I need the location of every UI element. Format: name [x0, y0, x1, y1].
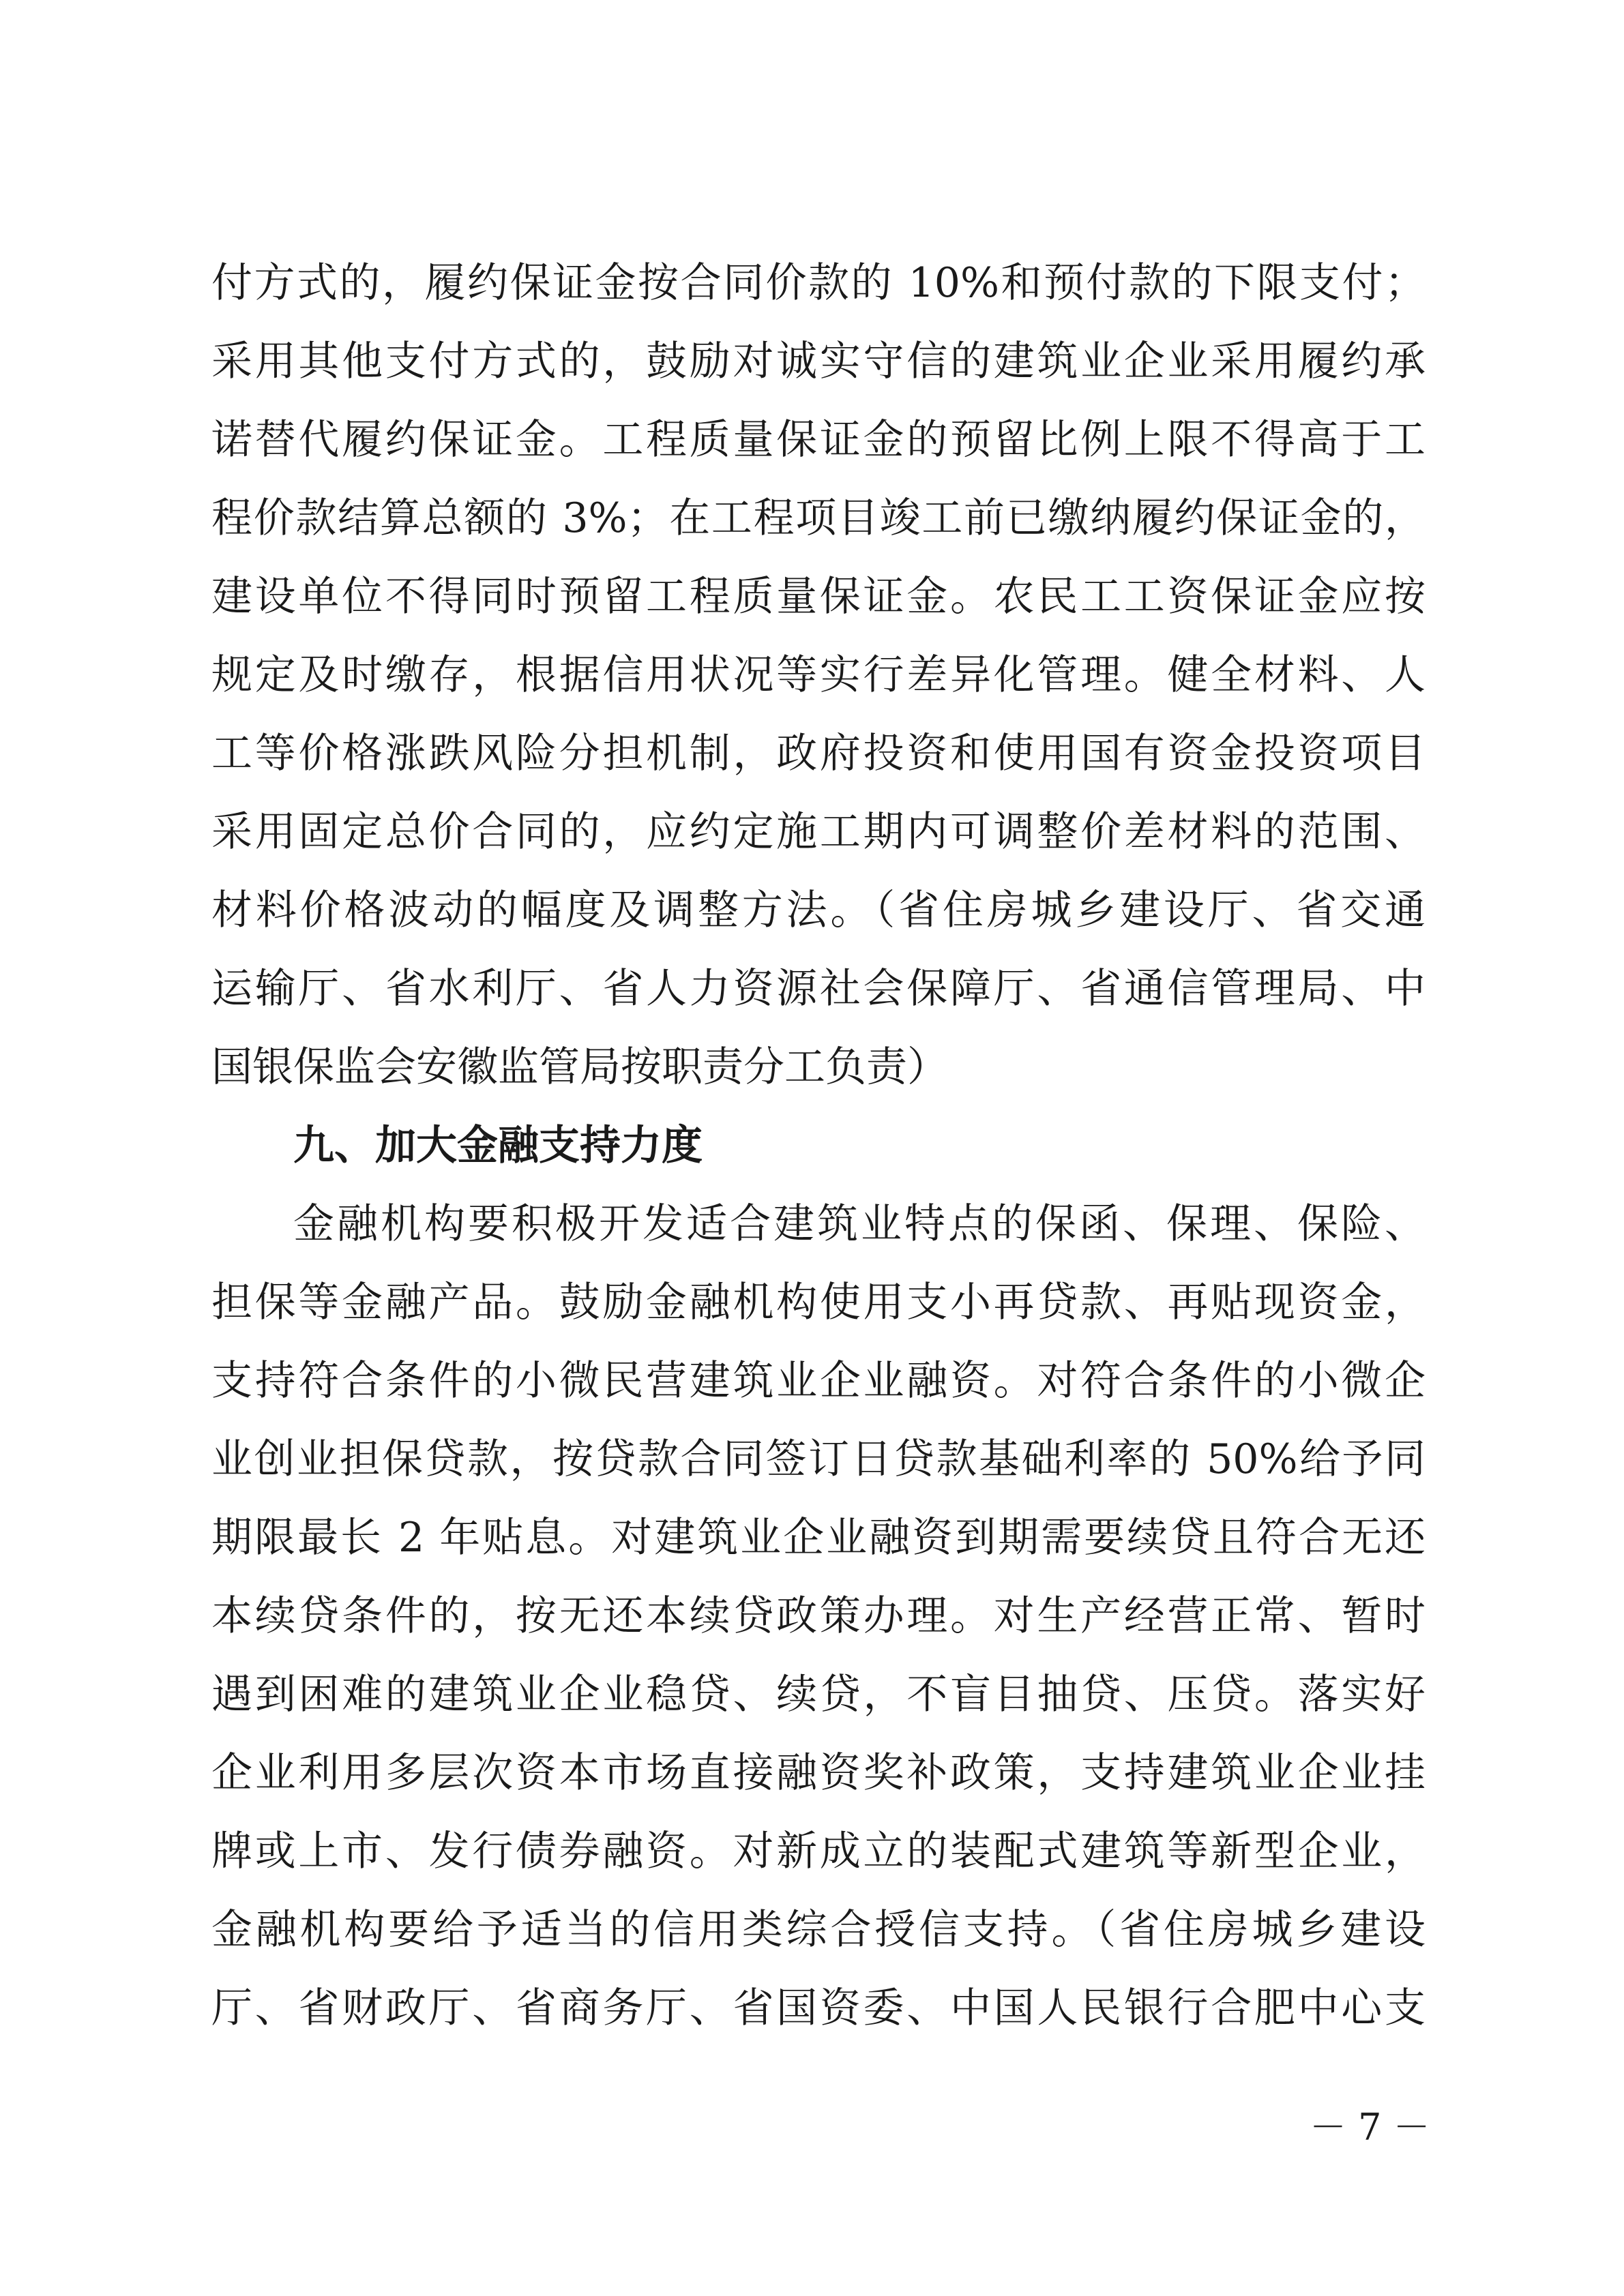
- paragraph-line: 企业利用多层次资本市场直接融资奖补政策，支持建筑业企业挂: [211, 1749, 1426, 1797]
- paragraph-line: 担保等金融产品。鼓励金融机构使用支小再贷款、再贴现资金，: [211, 1279, 1426, 1326]
- paragraph-line: 厅、省财政厅、省商务厅、省国资委、中国人民银行合肥中心支: [211, 1984, 1426, 2032]
- paragraph-line: 程价款结算总额的 3%；在工程项目竣工前已缴纳履约保证金的，: [211, 494, 1426, 542]
- paragraph-line: 遇到困难的建筑业企业稳贷、续贷，不盲目抽贷、压贷。落实好: [211, 1671, 1426, 1718]
- paragraph-line: 材料价格波动的幅度及调整方法。（省住房城乡建设厅、省交通: [211, 886, 1426, 934]
- paragraph-line: 期限最长 2 年贴息。对建筑业企业融资到期需要续贷且符合无还: [211, 1514, 1426, 1562]
- paragraph-line: 采用其他支付方式的，鼓励对诚实守信的建筑业企业采用履约承: [211, 338, 1426, 385]
- paragraph-line: 采用固定总价合同的，应约定施工期内可调整价差材料的范围、: [211, 808, 1426, 856]
- paragraph-line: 工等价格涨跌风险分担机制，政府投资和使用国有资金投资项目: [211, 730, 1426, 777]
- page-number: － 7 －: [1310, 2106, 1430, 2149]
- paragraph-line: 运输厅、省水利厅、省人力资源社会保障厅、省通信管理局、中: [211, 965, 1426, 1013]
- paragraph-line: 本续贷条件的，按无还本续贷政策办理。对生产经营正常、暂时: [211, 1592, 1426, 1640]
- section-heading: 九、加大金融支持力度: [293, 1122, 703, 1169]
- paragraph-line: 牌或上市、发行债券融资。对新成立的装配式建筑等新型企业，: [211, 1828, 1426, 1875]
- paragraph-line: 国银保监会安徽监管局按职责分工负责）: [211, 1043, 948, 1091]
- paragraph-line: 建设单位不得同时预留工程质量保证金。农民工工资保证金应按: [211, 573, 1426, 621]
- paragraph-line: 业创业担保贷款，按贷款合同签订日贷款基础利率的 50%给予同: [211, 1435, 1426, 1483]
- paragraph-line: 规定及时缴存，根据信用状况等实行差异化管理。健全材料、人: [211, 651, 1426, 699]
- paragraph-line: 付方式的，履约保证金按合同价款的 10%和预付款的下限支付；: [211, 259, 1426, 307]
- paragraph-line: 支持符合条件的小微民营建筑业企业融资。对符合条件的小微企: [211, 1357, 1426, 1405]
- paragraph-line: 金融机构要给予适当的信用类综合授信支持。（省住房城乡建设: [211, 1906, 1426, 1954]
- paragraph-line: 诺替代履约保证金。工程质量保证金的预留比例上限不得高于工: [211, 416, 1426, 464]
- paragraph-line: 金融机构要积极开发适合建筑业特点的保函、保理、保险、: [293, 1200, 1426, 1248]
